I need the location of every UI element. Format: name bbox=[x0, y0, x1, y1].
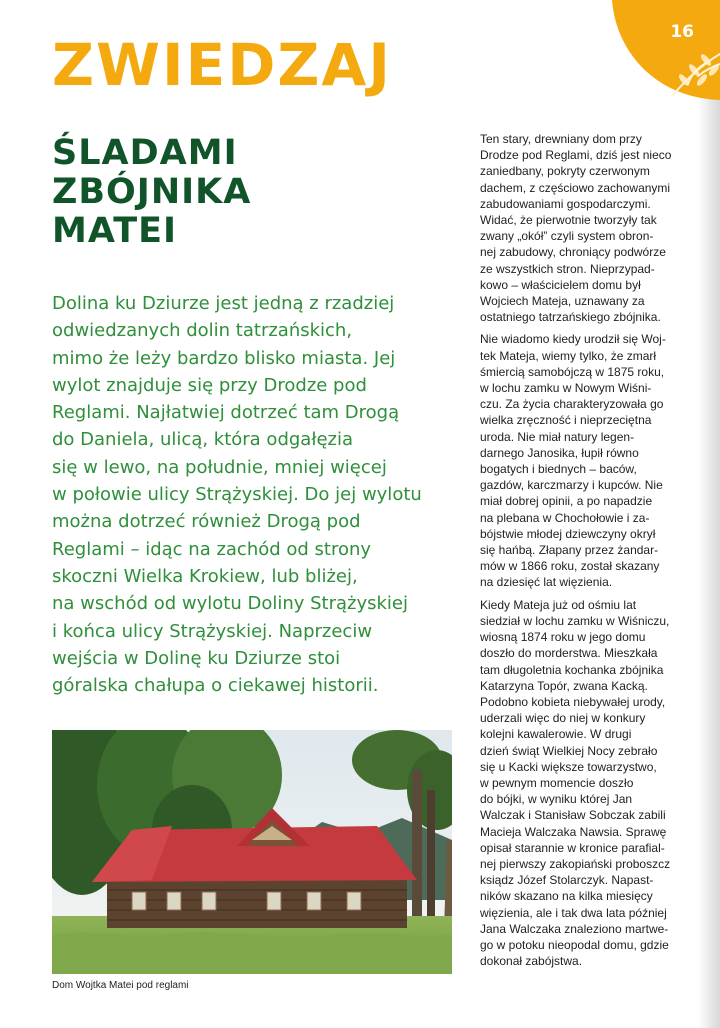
column-line: mów w 1866 roku, został skazany bbox=[480, 559, 660, 574]
column-line: tek Mateja, wiemy tylko, że zmarł bbox=[480, 348, 657, 363]
column-line: do bójki, w wyniku której Jan bbox=[480, 792, 633, 807]
column-line: Podobno kobieta niebywałej urody, bbox=[480, 694, 666, 709]
lead-line: góralska chałupa o ciekawej historii. bbox=[52, 675, 379, 697]
column-line: w pewnym momencie doszło bbox=[480, 775, 634, 790]
column-line: kowo – właścicielem domu był bbox=[480, 277, 641, 292]
column-line: uderzali więc do niej w konkury bbox=[480, 711, 646, 726]
column-line: Jana Walczaka znaleziono martwe- bbox=[480, 921, 669, 936]
column-line: dachem, z częściowo zachowanymi bbox=[480, 180, 671, 195]
column-line: go w potoku nieopodal domu, gdzie bbox=[480, 937, 669, 952]
column-line: darnego Janosika, łupił równo bbox=[480, 445, 639, 460]
column-line: śmiercią samobójczą w 1875 roku, bbox=[480, 364, 665, 379]
lead-line: się w lewo, na południe, mniej więcej bbox=[52, 456, 387, 478]
lead-line: skoczni Wielka Krokiew, lub bliżej, bbox=[52, 565, 358, 587]
column-line: uroda. Nie miał natury legen- bbox=[480, 429, 635, 444]
column-line: bogatych i biednych – baców, bbox=[480, 462, 637, 477]
column-line: zaniedbany, pokryty czerwonym bbox=[480, 164, 650, 179]
column-line: ostatniego tatrzańskiego zbójnika. bbox=[480, 310, 661, 325]
photo-caption: Dom Wojtka Matei pod reglami bbox=[52, 980, 189, 991]
column-line: nej pierwszy zakopiański proboszcz bbox=[480, 856, 671, 871]
column-line: na dziesięć lat więzienia. bbox=[480, 575, 613, 590]
column-line: gazdów, karczmarzy i kupców. Nie bbox=[480, 478, 663, 493]
column-line: się u Kacki większe towarzystwo, bbox=[480, 759, 657, 774]
column-line: się hańbą. Złapany przez żandar- bbox=[480, 543, 659, 558]
article-title bbox=[52, 134, 251, 251]
lead-line: wylot znajduje się przy Drodze pod bbox=[52, 374, 367, 396]
column-line: Drodze pod Reglami, dziś jest nieco bbox=[480, 148, 672, 163]
column-paragraph bbox=[480, 131, 702, 325]
article-title-line: MATEI bbox=[52, 211, 178, 251]
lead-line: w połowie ulicy Strążyskiej. Do jej wylotu bbox=[52, 484, 422, 506]
column-line: czu. Za życia charakteryzowała go bbox=[480, 397, 664, 412]
column-line: dzień świąt Wielkiej Nocy zebrało bbox=[480, 743, 658, 758]
lead-line: Reglami. Najłatwiej dotrzeć tam Drogą bbox=[52, 402, 400, 424]
lead-paragraph bbox=[52, 290, 472, 699]
corner-wheat-leaf-icon bbox=[610, 0, 720, 100]
column-line: dokonał zabójstwa. bbox=[480, 954, 583, 969]
lead-line: Reglami – idąc na zachód od strony bbox=[52, 538, 372, 560]
column-line: Nie wiadomo kiedy urodził się Woj- bbox=[480, 332, 666, 347]
column-line: miał dobrej opinii, a po napadzie bbox=[480, 494, 653, 509]
column-line: kolejni kawalerowie. W drugi bbox=[480, 727, 632, 742]
column-line: ników skazano na kilka miesięcy bbox=[480, 889, 653, 904]
column-line: Kiedy Mateja już od ośmiu lat bbox=[480, 597, 637, 612]
column-line: tam długoletnia kochanka zbójnika bbox=[480, 662, 664, 677]
column-line: ze wszystkich stron. Nieprzypad- bbox=[480, 261, 655, 276]
column-line: Macieja Walczaka Nawsia. Sprawę bbox=[480, 824, 667, 839]
lead-line: odwiedzanych dolin tatrzańskich, bbox=[52, 320, 353, 342]
side-column bbox=[480, 131, 702, 975]
lead-line: Dolina ku Dziurze jest jedną z rzadziej bbox=[52, 293, 395, 314]
column-line: Walczak i Stanisław Sobczak zabili bbox=[480, 808, 666, 823]
column-line: ksiądz Józef Stolarczyk. Napast- bbox=[480, 873, 654, 888]
column-line: Katarzyna Topór, zwana Kacką. bbox=[480, 678, 648, 693]
section-heading: ZWIEDZAJ bbox=[52, 31, 392, 99]
column-line: opisał starannie w kronice parafial- bbox=[480, 840, 665, 855]
column-line: zabudowaniami gospodarczymi. bbox=[480, 196, 651, 211]
article-title-line: ZBÓJNIKA bbox=[52, 172, 252, 212]
column-line: wielka zręczność i nieprzeciętna bbox=[480, 413, 652, 428]
article-title-line: ŚLADAMI bbox=[52, 133, 238, 173]
column-line: nej zabudowy, chroniący podwórze bbox=[480, 245, 666, 260]
column-line: wiosną 1874 roku w jego domu bbox=[480, 630, 646, 645]
column-paragraph bbox=[480, 597, 702, 970]
column-line: Ten stary, drewniany dom przy bbox=[480, 132, 642, 146]
lead-line: do Daniela, ulicą, która odgałęzia bbox=[52, 429, 353, 451]
page-number: 16 bbox=[670, 22, 694, 42]
column-line: Wojciech Mateja, uznawany za bbox=[480, 294, 645, 309]
column-line: Widać, że pierwotnie tworzyły tak bbox=[480, 213, 657, 228]
lead-line: na wschód od wylotu Doliny Strążyskiej bbox=[52, 593, 409, 615]
lead-line: i końca ulicy Strążyskiej. Naprzeciw bbox=[52, 620, 373, 642]
lead-line: mimo że leży bardzo blisko miasta. Jej bbox=[52, 347, 396, 369]
column-line: w lochu zamku w Nowym Wiśni- bbox=[480, 381, 652, 396]
column-line: doszło do morderstwa. Mieszkała bbox=[480, 646, 658, 661]
column-line: więzienia, ale i tak dwa lata później bbox=[480, 905, 667, 920]
house-photo bbox=[52, 730, 452, 974]
lead-line: wejścia w Dolinę ku Dziurze stoi bbox=[52, 647, 341, 669]
lead-line: można dotrzeć również Drogą pod bbox=[52, 511, 361, 533]
column-line: bójstwie młodej dziewczyny okrył bbox=[480, 526, 656, 541]
column-line: siedział w lochu zamku w Wiśniczu, bbox=[480, 613, 670, 628]
column-paragraph bbox=[480, 331, 702, 590]
column-line: zwany „okół” czyli system obron- bbox=[480, 229, 654, 244]
column-line: na plebana w Chochołowie i za- bbox=[480, 510, 650, 525]
